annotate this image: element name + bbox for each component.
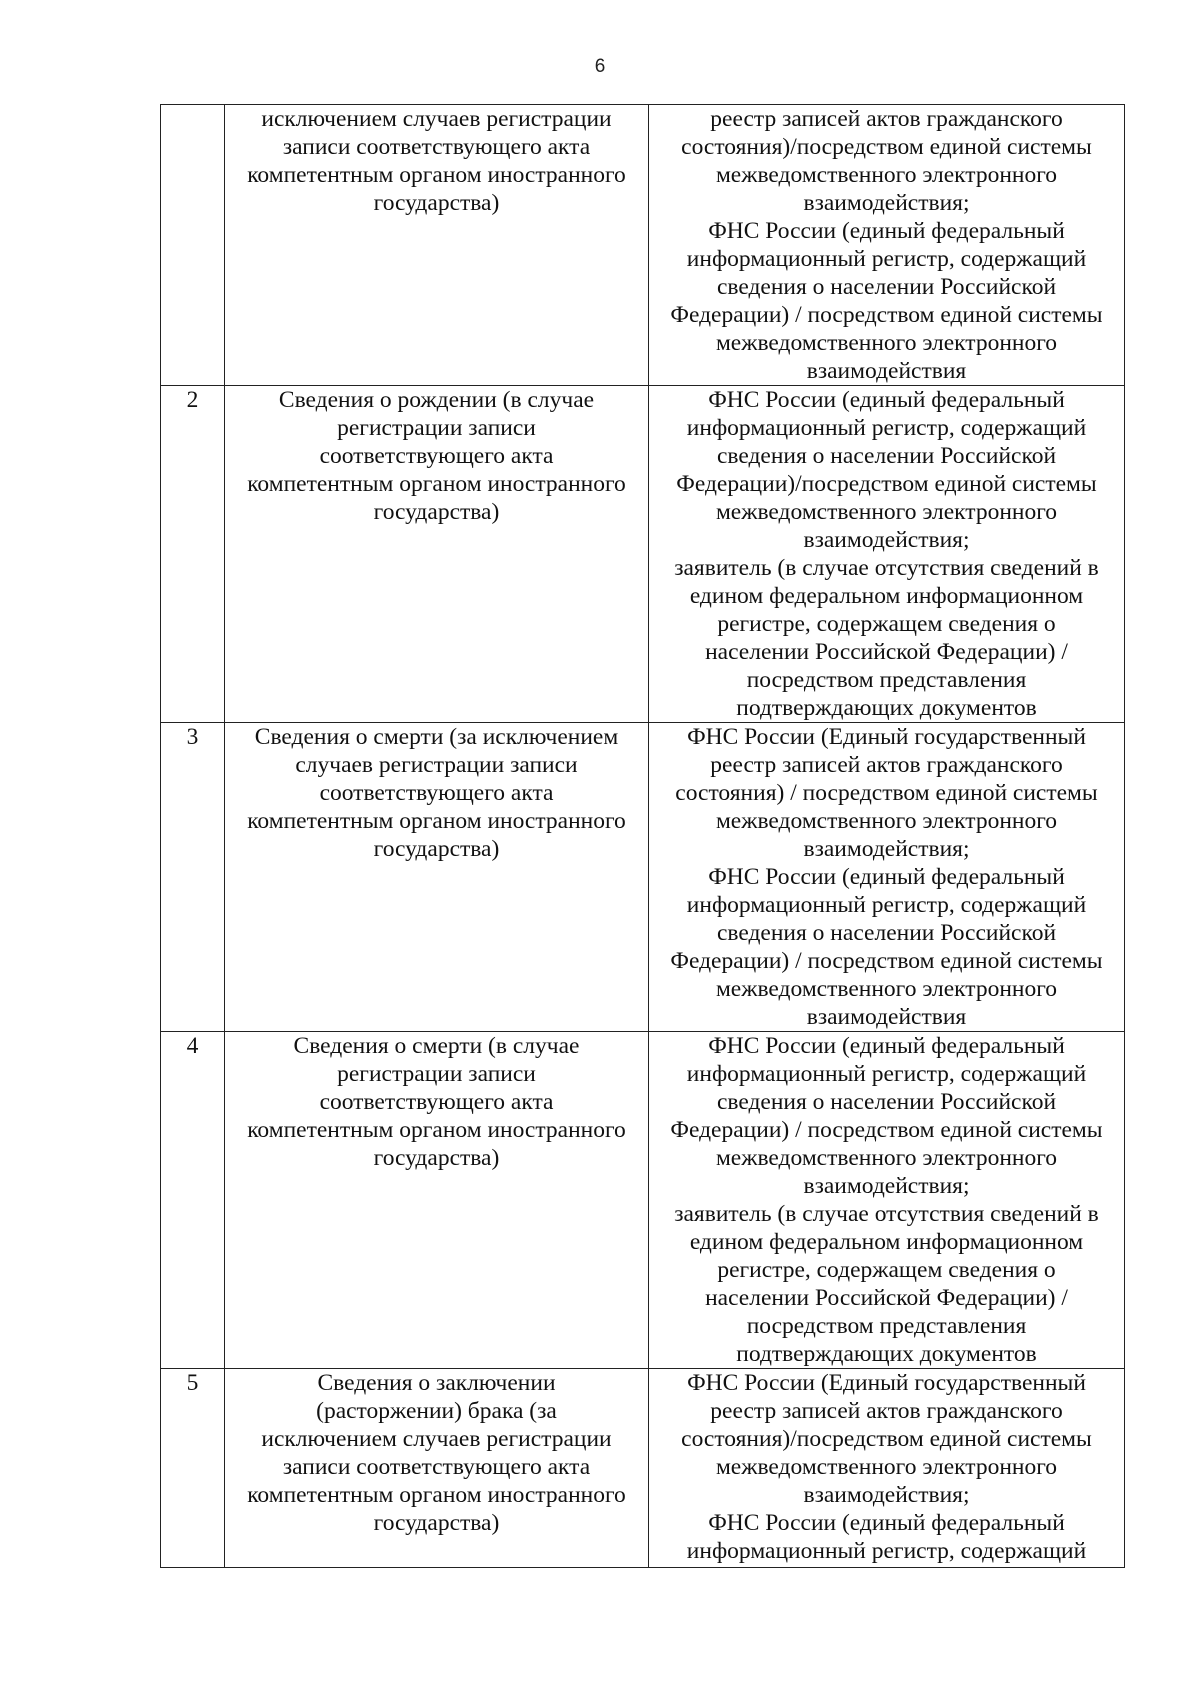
row-number: 3: [161, 723, 225, 1032]
data-sources-table: [160, 104, 1125, 1568]
table-row: [161, 723, 1125, 1032]
source-cell: ФНС России (Единый государственный реестр записей актов гражданского состояния) / посредством единой системы межведомственного электронного взаимодействия; ФНС России (единый федеральный информационный регистр, содержащий сведения о населении Российской Федерации) / посредством единой системы межведомственного электронного взаимодействия: [649, 723, 1125, 1032]
table-row: [161, 105, 1125, 386]
row-number: 2: [161, 386, 225, 723]
source-cell: ФНС России (единый федеральный информационный регистр, содержащий сведения о населении Российской Федерации)/посредством единой системы межведомственного электронного взаимодействия; заявитель (в случае отсутствия сведений в едином федеральном информационном регистре, содержащем сведения о населении Российской Федерации) / посредством представления подтверждающих документов: [649, 386, 1125, 723]
page-number: 6: [594, 56, 606, 77]
table-row: [161, 1032, 1125, 1369]
source-cell: ФНС России (Единый государственный реестр записей актов гражданского состояния)/посредством единой системы межведомственного электронного взаимодействия; ФНС России (единый федеральный информационный регистр, содержащий: [649, 1369, 1125, 1568]
info-cell: Сведения о смерти (за исключением случаев регистрации записи соответствующего акта компетентным органом иностранного государства): [225, 723, 649, 1032]
info-cell: Сведения о заключении (расторжении) брака (за исключением случаев регистрации записи соответствующего акта компетентным органом иностранного государства): [225, 1369, 649, 1568]
row-number: [161, 105, 225, 386]
table-row: [161, 1369, 1125, 1568]
info-cell: Сведения о рождении (в случае регистрации записи соответствующего акта компетентным органом иностранного государства): [225, 386, 649, 723]
row-number: 4: [161, 1032, 225, 1369]
info-cell: исключением случаев регистрации записи соответствующего акта компетентным органом иностранного государства): [225, 105, 649, 386]
source-cell: реестр записей актов гражданского состояния)/посредством единой системы межведомственного электронного взаимодействия; ФНС России (единый федеральный информационный регистр, содержащий сведения о населении Российской Федерации) / посредством единой системы межведомственного электронного взаимодействия: [649, 105, 1125, 386]
source-cell: ФНС России (единый федеральный информационный регистр, содержащий сведения о населении Российской Федерации) / посредством единой системы межведомственного электронного взаимодействия; заявитель (в случае отсутствия сведений в едином федеральном информационном регистре, содержащем сведения о населении Российской Федерации) / посредством представления подтверждающих документов: [649, 1032, 1125, 1369]
table-row: [161, 386, 1125, 723]
info-cell: Сведения о смерти (в случае регистрации записи соответствующего акта компетентным органом иностранного государства): [225, 1032, 649, 1369]
row-number: 5: [161, 1369, 225, 1568]
